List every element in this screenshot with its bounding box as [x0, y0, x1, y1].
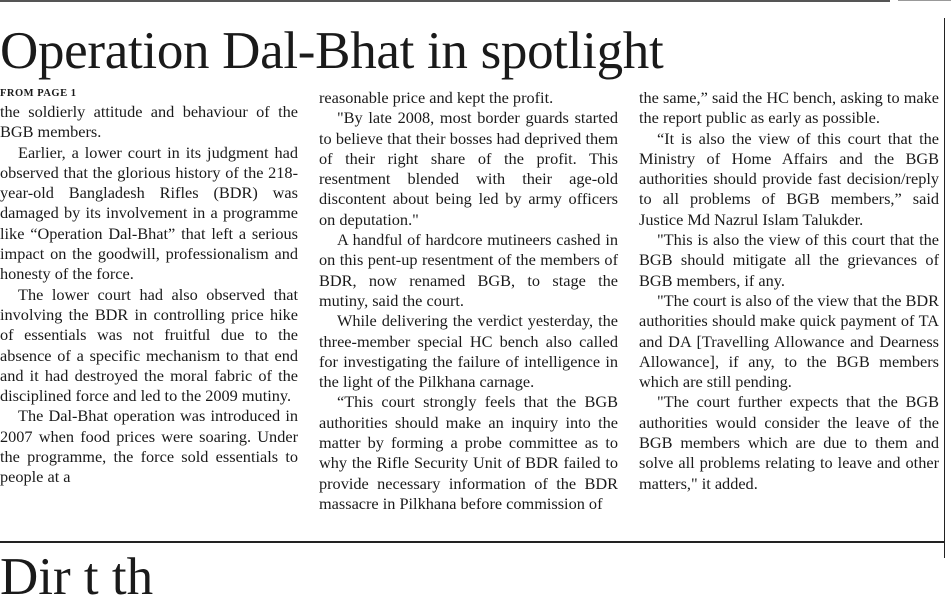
bottom-rule: [0, 541, 944, 543]
jump-label: FROM PAGE 1: [0, 88, 77, 99]
paragraph: "The court further expects that the BGB authorities would consider the leave of the BGB members which are due to them and solve all problems relating to leave and other matters," it added.: [639, 392, 939, 493]
article-column-3: [639, 88, 939, 494]
paragraph: "The court is also of the view that the BDR authorities should make quick payment of TA and DA [Travelling Allowance and Dearness Allowance], if any, to the BGB members which are still pending.: [639, 290, 940, 392]
paragraph: Earlier, a lower court in its judgment had observed that the glorious history of the 218-year-old Bangladesh Rifles (BDR) was damaged by its involvement in a programme like “Operation Dal-Bhat” that left a serious impact on the goodwill, professionalism and honesty of the force.: [0, 142, 298, 284]
article-column-2: [319, 88, 618, 514]
column-edge-rule: [944, 18, 945, 558]
top-rule: [0, 0, 890, 2]
paragraph: “This court strongly feels that the BGB authorities should make an inquiry into the matter by forming a probe committee as to why the Rifle Security Unit of BDR failed to provide necessary information of the BDR massacre in Pilkhana before commission of: [319, 392, 618, 513]
paragraph: While delivering the verdict yesterday, the three-member special HC bench also called for investigating the failure of intelligence in the light of the Pilkhana carnage.: [319, 311, 618, 392]
paragraph: The lower court had also observed that involving the BDR in controlling price hike of essentials was not fruitful due to the absence of a specific mechanism to that end and it had destroyed the moral fabric of the disciplined force and led to the 2009 mutiny.: [0, 284, 298, 406]
top-rule-right: [898, 0, 951, 1]
article-column-1: [0, 102, 298, 488]
paragraph: reasonable price and kept the profit.: [319, 88, 554, 107]
paragraph: “It is also the view of this court that the Ministry of Home Affairs and the BGB authorities should provide fast decision/reply to all problems of BGB members,” said Justice Md Nazrul Islam Talukder.: [639, 128, 939, 229]
paragraph: the soldierly attitude and behaviour of the BGB members.: [0, 102, 298, 142]
paragraph: A handful of hardcore mutineers cashed in on this pent-up resentment of the members of BDR, now renamed BGB, to stage the mutiny, said the court.: [319, 230, 618, 310]
article-headline: Operation Dal-Bhat in spotlight: [0, 22, 664, 80]
next-article-headline: Dir t th: [0, 548, 154, 606]
paragraph: "By late 2008, most border guards started to believe that their bosses had deprived them of their right share of the profit. This resentment blended with their age-old discontent about being led by army officers on deputation.": [319, 108, 618, 229]
paragraph: "This is also the view of this court that the BGB should mitigate all the grievances of BGB members, if any.: [639, 230, 939, 290]
paragraph: the same,” said the HC bench, asking to make the report public as early as possible.: [639, 88, 939, 128]
paragraph: The Dal-Bhat operation was introduced in 2007 when food prices were soaring. Under the programme, the force sold essentials to people at a: [0, 406, 298, 487]
